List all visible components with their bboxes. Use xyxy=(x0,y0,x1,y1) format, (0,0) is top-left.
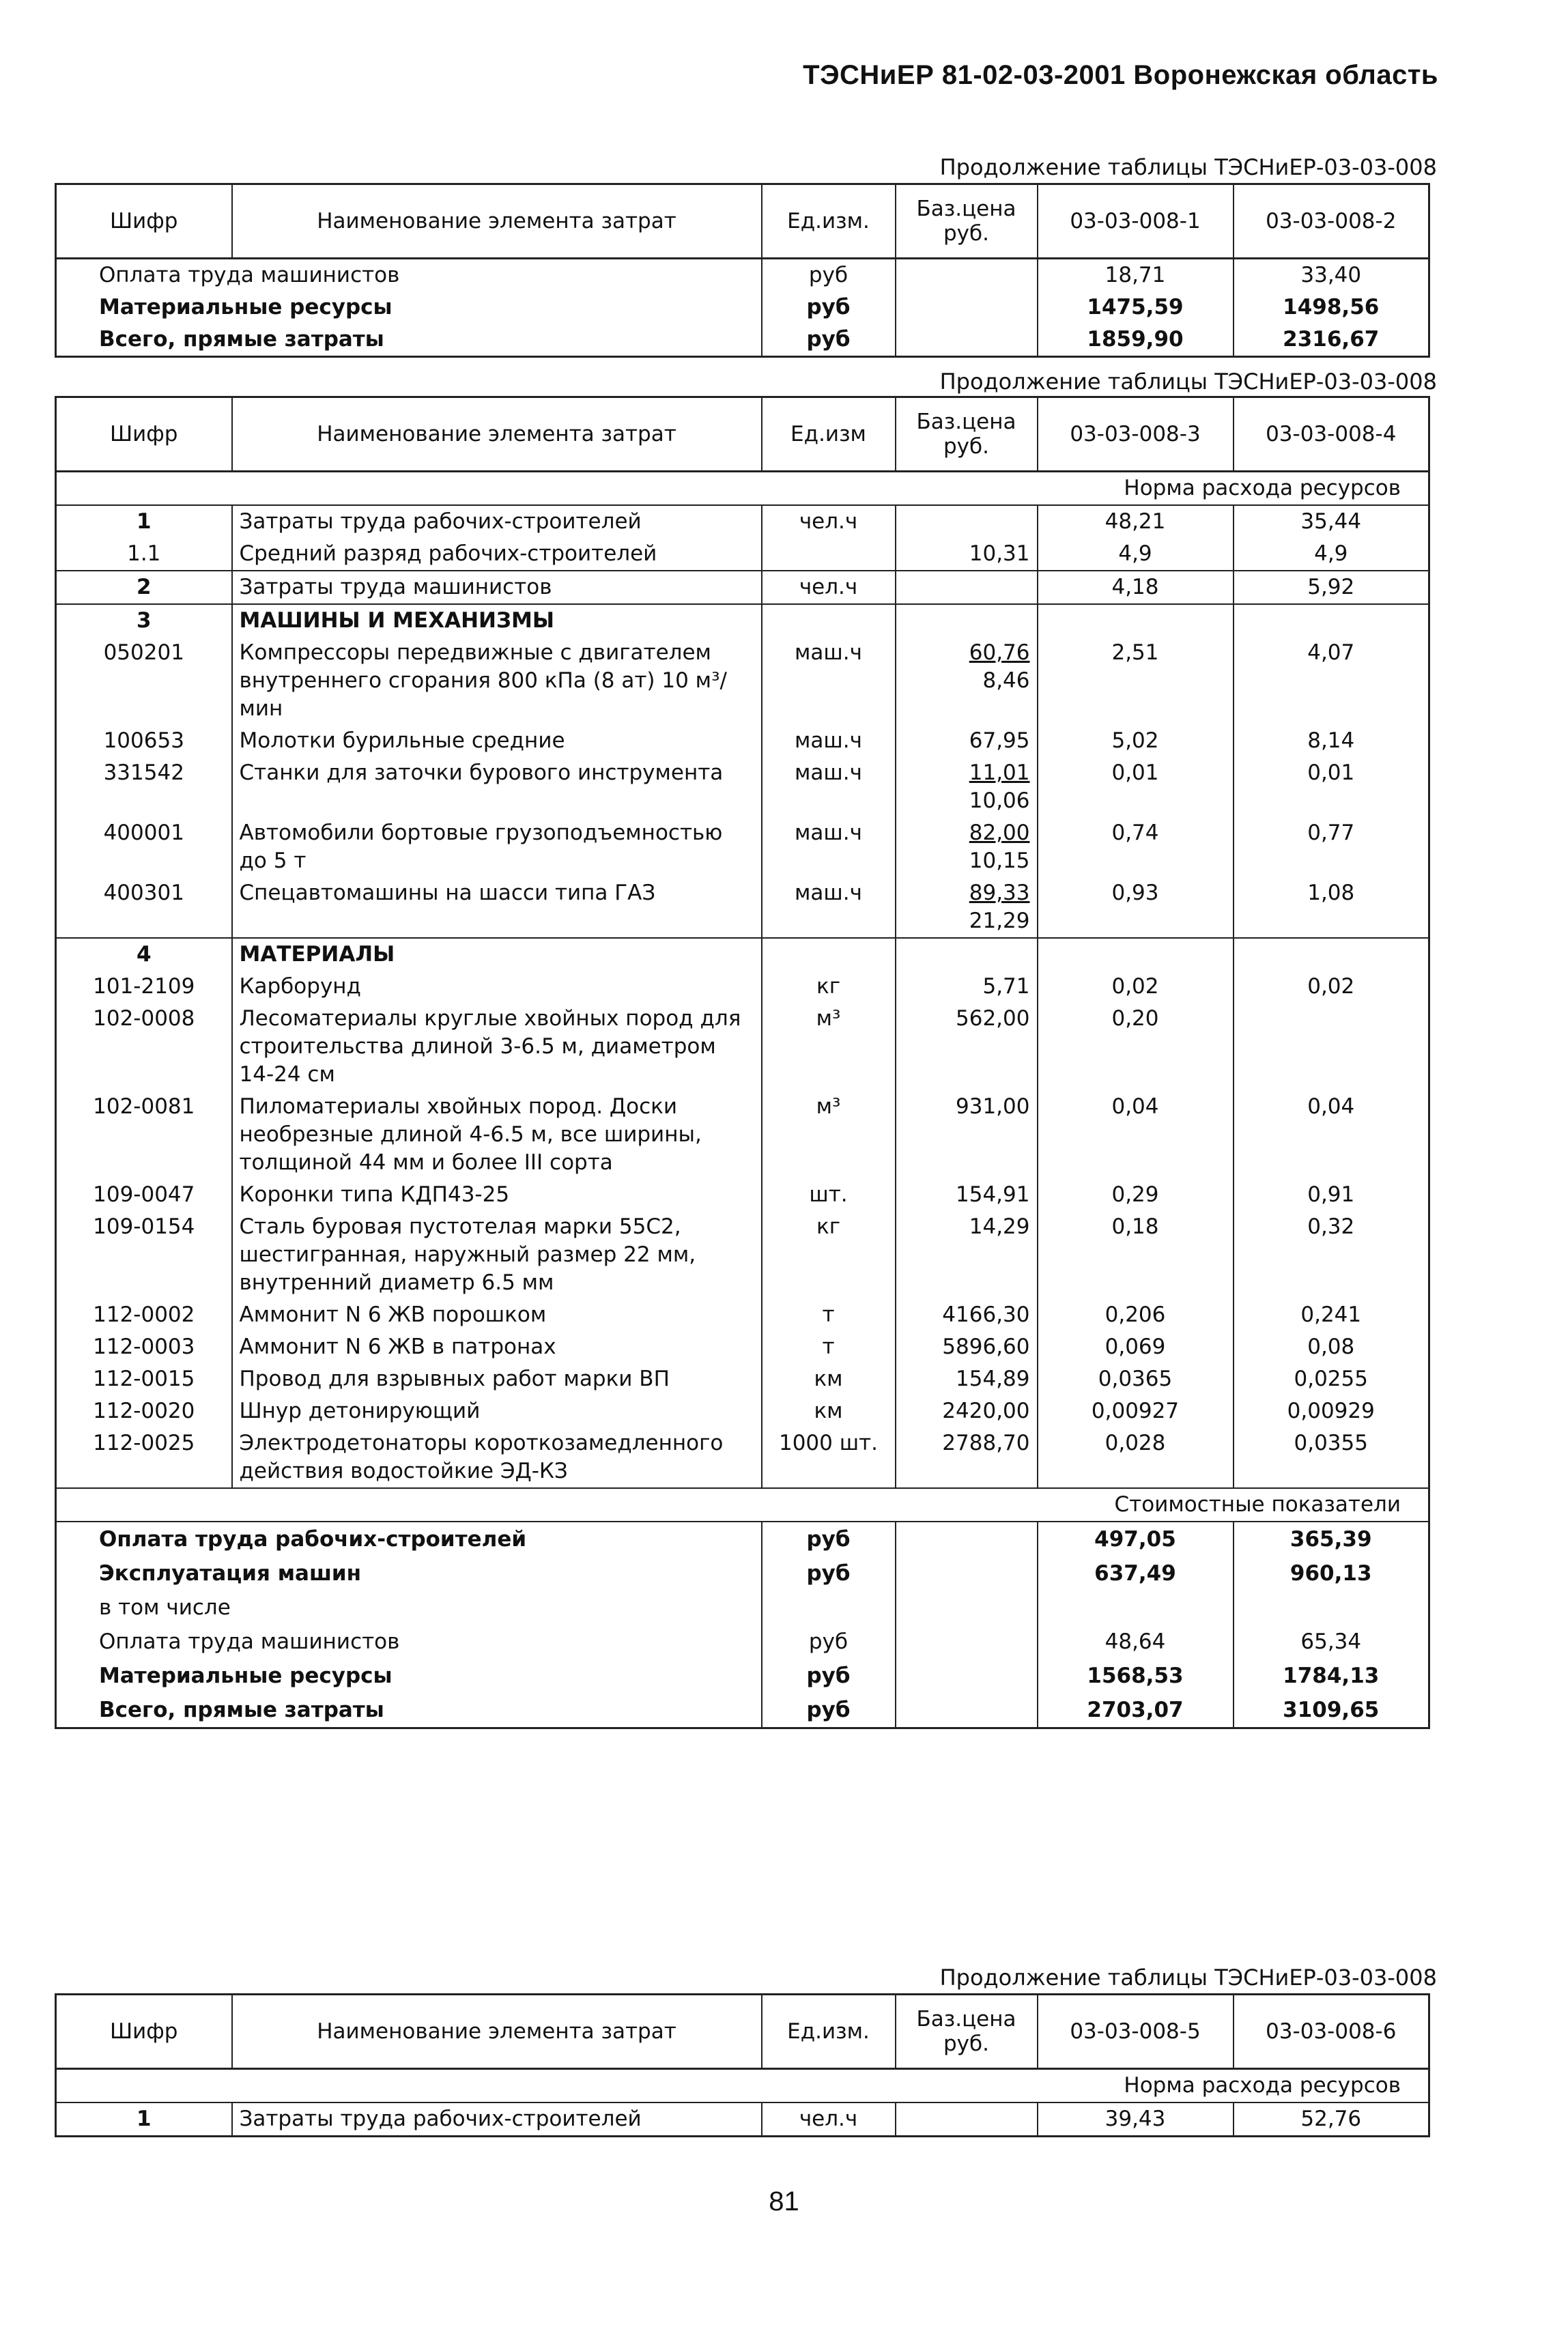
table-row xyxy=(56,637,1429,725)
row-name: Станки для заточки бурового инструмента xyxy=(232,757,762,817)
totals-row xyxy=(56,1522,1429,1556)
row-value-b: 52,76 xyxy=(1234,2102,1429,2137)
row-code: 1 xyxy=(56,2102,232,2137)
col-a-header: 03-03-008-3 xyxy=(1038,397,1234,472)
row-code: 1 xyxy=(56,505,232,538)
row-code: 102-0008 xyxy=(56,1003,232,1091)
price-base: 82,00 xyxy=(969,821,1030,845)
empty-cell xyxy=(1234,604,1429,637)
norm-label: Норма расхода ресурсов xyxy=(56,2069,1429,2103)
empty-cell xyxy=(896,604,1038,637)
row-unit: км xyxy=(762,1395,896,1427)
row-code: 112-0020 xyxy=(56,1395,232,1427)
price-base: 89,33 xyxy=(969,881,1030,905)
row-price xyxy=(896,2102,1038,2137)
row-unit: м³ xyxy=(762,1091,896,1179)
col-unit-header: Ед.изм. xyxy=(762,1995,896,2069)
row-code: 400301 xyxy=(56,877,232,938)
row-unit: км xyxy=(762,1363,896,1395)
row-value-a: 39,43 xyxy=(1038,2102,1234,2137)
row-value-b xyxy=(1234,1591,1429,1625)
col-name-header: Наименование элемента затрат xyxy=(232,184,762,259)
row-price xyxy=(896,757,1038,817)
table-row xyxy=(56,1003,1429,1091)
norm-label-row xyxy=(56,2069,1429,2103)
row-name: Средний разряд рабочих-строителей xyxy=(232,538,762,571)
row-value-a: 0,00927 xyxy=(1038,1395,1234,1427)
page-number: 81 xyxy=(769,2186,799,2216)
empty-cell xyxy=(1234,938,1429,971)
row-price xyxy=(896,571,1038,604)
row-price: 2788,70 xyxy=(896,1427,1038,1488)
table-row xyxy=(56,571,1429,604)
row-value-b: 960,13 xyxy=(1234,1556,1429,1591)
row-unit: руб xyxy=(762,291,896,324)
row-name: Автомобили бортовые грузоподъемностью до 5 т xyxy=(232,817,762,877)
row-value-b: 0,0255 xyxy=(1234,1363,1429,1395)
row-unit: шт. xyxy=(762,1179,896,1211)
row-unit: руб xyxy=(762,1522,896,1556)
cost-label-row xyxy=(56,1488,1429,1522)
row-value-a: 0,028 xyxy=(1038,1427,1234,1488)
row-unit: 1000 шт. xyxy=(762,1427,896,1488)
row-price xyxy=(896,291,1038,324)
row-name: Материальные ресурсы xyxy=(56,291,762,324)
totals-row xyxy=(56,1625,1429,1659)
row-value-b: 4,9 xyxy=(1234,538,1429,571)
col-code-header: Шифр xyxy=(56,184,232,259)
row-name: Электродетонаторы короткозамедленного действия водостойкие ЭД-КЗ xyxy=(232,1427,762,1488)
row-name: Материальные ресурсы xyxy=(56,1659,762,1693)
row-price: 562,00 xyxy=(896,1003,1038,1091)
table-row xyxy=(56,1427,1429,1488)
price-wage: 21,29 xyxy=(969,909,1030,933)
row-unit: маш.ч xyxy=(762,757,896,817)
row-name: Пиломатериалы хвойных пород. Доски необрезные длиной 4-6.5 м, все ширины, толщиной 44 мм и более III сорта xyxy=(232,1091,762,1179)
row-code: 102-0081 xyxy=(56,1091,232,1179)
row-value-a: 4,9 xyxy=(1038,538,1234,571)
row-name: Шнур детонирующий xyxy=(232,1395,762,1427)
row-value-b: 0,0355 xyxy=(1234,1427,1429,1488)
row-name: Аммонит N 6 ЖВ порошком xyxy=(232,1299,762,1331)
row-price xyxy=(896,1693,1038,1728)
row-unit: руб xyxy=(762,259,896,292)
row-value-a: 48,21 xyxy=(1038,505,1234,538)
row-unit: руб xyxy=(762,324,896,357)
table-row xyxy=(56,1331,1429,1363)
table1-caption: Продолжение таблицы ТЭСНиЕР-03-03-008 xyxy=(939,154,1437,180)
row-unit: кг xyxy=(762,971,896,1003)
row-code: 112-0015 xyxy=(56,1363,232,1395)
price-base: 60,76 xyxy=(969,640,1030,665)
row-value-a: 2703,07 xyxy=(1038,1693,1234,1728)
price-wage: 10,15 xyxy=(969,849,1030,873)
table-row xyxy=(56,1179,1429,1211)
row-value-b: 0,77 xyxy=(1234,817,1429,877)
row-price xyxy=(896,324,1038,357)
norm-label-row xyxy=(56,472,1429,506)
row-name: Оплата труда машинистов xyxy=(56,1625,762,1659)
row-code: 2 xyxy=(56,571,232,604)
row-value-b: 0,08 xyxy=(1234,1331,1429,1363)
row-name: Карборунд xyxy=(232,971,762,1003)
row-value-a: 18,71 xyxy=(1038,259,1234,292)
row-unit xyxy=(762,1591,896,1625)
col-b-header: 03-03-008-2 xyxy=(1234,184,1429,259)
row-code: 109-0154 xyxy=(56,1211,232,1299)
row-value-b: 35,44 xyxy=(1234,505,1429,538)
row-value-b: 1784,13 xyxy=(1234,1659,1429,1693)
section-row-materials xyxy=(56,938,1429,971)
row-price: 4166,30 xyxy=(896,1299,1038,1331)
row-value-b: 33,40 xyxy=(1234,259,1429,292)
row-code: 112-0002 xyxy=(56,1299,232,1331)
row-price: 154,89 xyxy=(896,1363,1038,1395)
row-value-a: 1568,53 xyxy=(1038,1659,1234,1693)
row-name: Затраты труда рабочих-строителей xyxy=(232,505,762,538)
row-unit: маш.ч xyxy=(762,637,896,725)
row-code: 112-0025 xyxy=(56,1427,232,1488)
table-row xyxy=(56,877,1429,938)
row-name: Сталь буровая пустотелая марки 55С2, шестигранная, наружный размер 22 мм, внутренний диаметр 6.5 мм xyxy=(232,1211,762,1299)
row-name: Затраты труда рабочих-строителей xyxy=(232,2102,762,2137)
table2-header-row xyxy=(56,397,1429,472)
totals-row xyxy=(56,1693,1429,1728)
row-unit: т xyxy=(762,1299,896,1331)
row-value-b: 4,07 xyxy=(1234,637,1429,725)
row-code: 3 xyxy=(56,604,232,637)
row-unit: чел.ч xyxy=(762,2102,896,2137)
row-price xyxy=(896,637,1038,725)
row-name: Всего, прямые затраты xyxy=(56,1693,762,1728)
table-row xyxy=(56,538,1429,571)
table1-header-row xyxy=(56,184,1429,259)
row-value-b: 0,32 xyxy=(1234,1211,1429,1299)
row-value-a: 5,02 xyxy=(1038,725,1234,757)
row-name: Компрессоры передвижные с двигателем внутреннего сгорания 800 кПа (8 ат) 10 м³/мин xyxy=(232,637,762,725)
row-value-a: 0,0365 xyxy=(1038,1363,1234,1395)
row-value-b: 0,01 xyxy=(1234,757,1429,817)
row-unit: маш.ч xyxy=(762,725,896,757)
row-code: 100653 xyxy=(56,725,232,757)
row-value-b: 0,00929 xyxy=(1234,1395,1429,1427)
table-row xyxy=(56,291,1429,324)
totals-row xyxy=(56,1591,1429,1625)
table2 xyxy=(55,396,1430,1729)
row-price: 14,29 xyxy=(896,1211,1038,1299)
row-code: 109-0047 xyxy=(56,1179,232,1211)
row-name: Провод для взрывных работ марки ВП xyxy=(232,1363,762,1395)
row-unit xyxy=(762,538,896,571)
row-unit: руб xyxy=(762,1693,896,1728)
row-name: Молотки бурильные средние xyxy=(232,725,762,757)
row-value-a: 48,64 xyxy=(1038,1625,1234,1659)
row-code: 1.1 xyxy=(56,538,232,571)
row-unit: т xyxy=(762,1331,896,1363)
col-price-header: Баз.цена руб. xyxy=(896,184,1038,259)
col-name-header: Наименование элемента затрат xyxy=(232,1995,762,2069)
empty-cell xyxy=(1038,604,1234,637)
row-value-b: 8,14 xyxy=(1234,725,1429,757)
row-name: в том числе xyxy=(56,1591,762,1625)
row-unit: кг xyxy=(762,1211,896,1299)
row-code: 331542 xyxy=(56,757,232,817)
row-code: 050201 xyxy=(56,637,232,725)
price-base: 11,01 xyxy=(969,760,1030,785)
row-price xyxy=(896,1522,1038,1556)
col-code-header: Шифр xyxy=(56,1995,232,2069)
row-name: Лесоматериалы круглые хвойных пород для строительства длиной 3-6.5 м, диаметром 14-24 см xyxy=(232,1003,762,1091)
row-price: 5,71 xyxy=(896,971,1038,1003)
col-a-header: 03-03-008-1 xyxy=(1038,184,1234,259)
row-name: Затраты труда машинистов xyxy=(232,571,762,604)
table-row xyxy=(56,1091,1429,1179)
row-code: 4 xyxy=(56,938,232,971)
table2-caption: Продолжение таблицы ТЭСНиЕР-03-03-008 xyxy=(939,369,1437,395)
row-value-b: 1,08 xyxy=(1234,877,1429,938)
table-row xyxy=(56,971,1429,1003)
col-price-header: Баз.цена руб. xyxy=(896,1995,1038,2069)
row-value-b: 0,241 xyxy=(1234,1299,1429,1331)
table-row xyxy=(56,505,1429,538)
row-unit: руб xyxy=(762,1659,896,1693)
col-price-header: Баз.цена руб. xyxy=(896,397,1038,472)
row-price xyxy=(896,1659,1038,1693)
page-header-title: ТЭСНиЕР 81-02-03-2001 Воронежская область xyxy=(803,60,1438,90)
row-value-a: 1859,90 xyxy=(1038,324,1234,357)
table-row xyxy=(56,324,1429,357)
row-value-b: 0,04 xyxy=(1234,1091,1429,1179)
norm-label: Норма расхода ресурсов xyxy=(56,472,1429,506)
table-row xyxy=(56,725,1429,757)
empty-cell xyxy=(762,604,896,637)
row-value-a: 0,206 xyxy=(1038,1299,1234,1331)
row-value-a: 637,49 xyxy=(1038,1556,1234,1591)
row-price xyxy=(896,877,1038,938)
row-value-a: 0,02 xyxy=(1038,971,1234,1003)
table-row xyxy=(56,817,1429,877)
row-value-a: 0,93 xyxy=(1038,877,1234,938)
table-row xyxy=(56,1211,1429,1299)
row-price: 154,91 xyxy=(896,1179,1038,1211)
row-code: 101-2109 xyxy=(56,971,232,1003)
row-price xyxy=(896,1591,1038,1625)
row-price: 5896,60 xyxy=(896,1331,1038,1363)
row-unit: руб xyxy=(762,1625,896,1659)
row-price xyxy=(896,1625,1038,1659)
table3-caption: Продолжение таблицы ТЭСНиЕР-03-03-008 xyxy=(939,1965,1437,1991)
row-value-a: 497,05 xyxy=(1038,1522,1234,1556)
row-unit: маш.ч xyxy=(762,817,896,877)
table3 xyxy=(55,1993,1430,2137)
row-name: Спецавтомашины на шасси типа ГАЗ xyxy=(232,877,762,938)
price-wage: 10,06 xyxy=(969,788,1030,813)
empty-cell xyxy=(896,938,1038,971)
row-price xyxy=(896,259,1038,292)
col-a-header: 03-03-008-5 xyxy=(1038,1995,1234,2069)
row-value-a: 4,18 xyxy=(1038,571,1234,604)
row-name: Оплата труда машинистов xyxy=(56,259,762,292)
row-code: 400001 xyxy=(56,817,232,877)
row-unit: чел.ч xyxy=(762,571,896,604)
col-name-header: Наименование элемента затрат xyxy=(232,397,762,472)
row-unit: руб xyxy=(762,1556,896,1591)
col-unit-header: Ед.изм xyxy=(762,397,896,472)
empty-cell xyxy=(1038,938,1234,971)
row-price: 2420,00 xyxy=(896,1395,1038,1427)
row-value-a: 0,74 xyxy=(1038,817,1234,877)
row-name: Всего, прямые затраты xyxy=(56,324,762,357)
row-value-a: 0,20 xyxy=(1038,1003,1234,1091)
row-value-b: 65,34 xyxy=(1234,1625,1429,1659)
row-value-a: 2,51 xyxy=(1038,637,1234,725)
row-value-b: 1498,56 xyxy=(1234,291,1429,324)
col-code-header: Шифр xyxy=(56,397,232,472)
row-value-a: 0,069 xyxy=(1038,1331,1234,1363)
empty-cell xyxy=(762,938,896,971)
table-row xyxy=(56,1395,1429,1427)
table1 xyxy=(55,183,1430,358)
row-value-b: 2316,67 xyxy=(1234,324,1429,357)
table-row xyxy=(56,259,1429,292)
cost-label: Стоимостные показатели xyxy=(56,1488,1429,1522)
row-unit: маш.ч xyxy=(762,877,896,938)
row-value-b: 3109,65 xyxy=(1234,1693,1429,1728)
totals-row xyxy=(56,1659,1429,1693)
col-unit-header: Ед.изм. xyxy=(762,184,896,259)
table-row xyxy=(56,2102,1429,2137)
row-value-a: 0,29 xyxy=(1038,1179,1234,1211)
row-name: МАТЕРИАЛЫ xyxy=(232,938,762,971)
row-price: 10,31 xyxy=(896,538,1038,571)
row-value-b: 5,92 xyxy=(1234,571,1429,604)
row-value-a xyxy=(1038,1591,1234,1625)
row-value-a: 1475,59 xyxy=(1038,291,1234,324)
table-row xyxy=(56,1363,1429,1395)
row-value-b: 0,02 xyxy=(1234,971,1429,1003)
col-b-header: 03-03-008-4 xyxy=(1234,397,1429,472)
row-price xyxy=(896,1556,1038,1591)
row-name: Эксплуатация машин xyxy=(56,1556,762,1591)
section-row-machines xyxy=(56,604,1429,637)
row-code: 112-0003 xyxy=(56,1331,232,1363)
row-price xyxy=(896,505,1038,538)
row-unit: чел.ч xyxy=(762,505,896,538)
row-price: 931,00 xyxy=(896,1091,1038,1179)
row-value-a: 0,01 xyxy=(1038,757,1234,817)
col-b-header: 03-03-008-6 xyxy=(1234,1995,1429,2069)
row-name: Коронки типа КДП43-25 xyxy=(232,1179,762,1211)
row-value-a: 0,18 xyxy=(1038,1211,1234,1299)
table3-header-row xyxy=(56,1995,1429,2069)
totals-row xyxy=(56,1556,1429,1591)
row-value-b: 365,39 xyxy=(1234,1522,1429,1556)
row-value-b: 0,91 xyxy=(1234,1179,1429,1211)
table-row xyxy=(56,1299,1429,1331)
row-name: Оплата труда рабочих-строителей xyxy=(56,1522,762,1556)
price-wage: 8,46 xyxy=(982,668,1030,693)
row-price xyxy=(896,817,1038,877)
table-row xyxy=(56,757,1429,817)
row-name: Аммонит N 6 ЖВ в патронах xyxy=(232,1331,762,1363)
row-value-b xyxy=(1234,1003,1429,1091)
row-name: МАШИНЫ И МЕХАНИЗМЫ xyxy=(232,604,762,637)
row-unit: м³ xyxy=(762,1003,896,1091)
row-price: 67,95 xyxy=(896,725,1038,757)
row-value-a: 0,04 xyxy=(1038,1091,1234,1179)
